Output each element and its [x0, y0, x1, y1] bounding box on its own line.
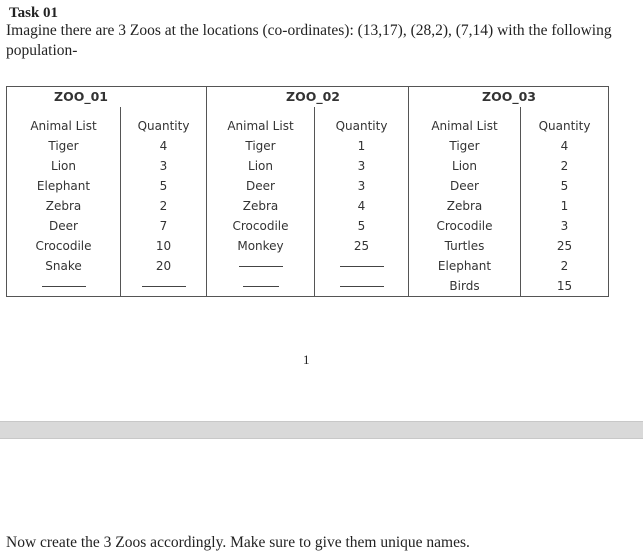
zoo-02-quantity: 3	[315, 176, 409, 196]
task-title: Task 01	[9, 5, 59, 21]
zoo-01-animal: Crocodile	[7, 236, 121, 256]
zoo-03-animal-header: Animal List	[409, 116, 521, 136]
zoo-02-blank-line	[207, 256, 315, 276]
zoo-02-animal: Zebra	[207, 196, 315, 216]
zoo-02-blank-line	[315, 276, 409, 297]
page-separator	[0, 421, 643, 439]
zoo-01-quantity: 10	[121, 236, 207, 256]
zoo-01-animal: Zebra	[7, 196, 121, 216]
zoo-02-quantity: 3	[315, 156, 409, 176]
zoo-03-header: ZOO_03	[409, 87, 609, 108]
zoo-01-animal: Elephant	[7, 176, 121, 196]
blank-line	[42, 286, 86, 287]
table-row	[7, 276, 609, 297]
page-number: 1	[303, 352, 310, 367]
zoo-03-animal: Zebra	[409, 196, 521, 216]
instruction-paragraph: Now create the 3 Zoos accordingly. Make sure to give them unique names.	[6, 534, 470, 551]
zoo-01-quantity: 3	[121, 156, 207, 176]
zoo-01-quantity-header: Quantity	[121, 116, 207, 136]
zoo-02-quantity-header: Quantity	[315, 116, 409, 136]
zoo-03-animal: Elephant	[409, 256, 521, 276]
zoo-01-animal: Tiger	[7, 136, 121, 156]
zoo-01-animal-header: Animal List	[7, 116, 121, 136]
zoo-03-animal: Lion	[409, 156, 521, 176]
zoo-02-animal: Monkey	[207, 236, 315, 256]
zoo-02-animal: Lion	[207, 156, 315, 176]
zoo-01-header: ZOO_01	[7, 87, 207, 108]
zoo-02-blank-line	[315, 256, 409, 276]
table-row	[7, 176, 609, 196]
zoo-03-animal: Turtles	[409, 236, 521, 256]
zoo-03-animal: Crocodile	[409, 216, 521, 236]
zoo-01-quantity: 2	[121, 196, 207, 216]
zoo-01-blank-line	[7, 276, 121, 297]
blank-line	[239, 266, 283, 267]
table-row	[7, 136, 609, 156]
zoo-01-quantity: 7	[121, 216, 207, 236]
zoo-02-animal: Tiger	[207, 136, 315, 156]
blank-line	[340, 286, 384, 287]
blank-line	[340, 266, 384, 267]
zoo-03-animal: Birds	[409, 276, 521, 297]
zoo-02-animal-header: Animal List	[207, 116, 315, 136]
zoo-01-animal: Snake	[7, 256, 121, 276]
blank-line	[142, 286, 186, 287]
zoo-03-quantity: 5	[521, 176, 609, 196]
table-row	[7, 196, 609, 216]
zoo-01-quantity: 4	[121, 136, 207, 156]
table-row	[7, 216, 609, 236]
zoo-03-quantity: 15	[521, 276, 609, 297]
zoo-01-quantity: 20	[121, 256, 207, 276]
zoo-03-quantity-header: Quantity	[521, 116, 609, 136]
zoo-01-animal: Lion	[7, 156, 121, 176]
table-row	[7, 156, 609, 176]
zoo-03-quantity: 25	[521, 236, 609, 256]
zoo-02-header: ZOO_02	[207, 87, 409, 108]
zoo-03-animal: Tiger	[409, 136, 521, 156]
zoo-03-quantity: 4	[521, 136, 609, 156]
table-row	[7, 256, 609, 276]
zoo-02-animal: Crocodile	[207, 216, 315, 236]
zoo-03-quantity: 1	[521, 196, 609, 216]
zoo-02-animal: Deer	[207, 176, 315, 196]
zoo-03-quantity: 2	[521, 156, 609, 176]
zoo-03-quantity: 2	[521, 256, 609, 276]
zoo-02-quantity: 25	[315, 236, 409, 256]
table-row	[7, 236, 609, 256]
zoo-01-quantity: 5	[121, 176, 207, 196]
zoo-02-quantity: 1	[315, 136, 409, 156]
zoo-02-quantity: 4	[315, 196, 409, 216]
zoo-02-blank-line	[207, 276, 315, 297]
zoo-02-quantity: 5	[315, 216, 409, 236]
blank-line	[243, 286, 279, 287]
intro-paragraph: Imagine there are 3 Zoos at the locations (co-ordinates): (13,17), (28,2), (7,14) with the following population-	[6, 22, 612, 59]
zoo-01-animal: Deer	[7, 216, 121, 236]
zoo-01-blank-line	[121, 276, 207, 297]
zoo-03-quantity: 3	[521, 216, 609, 236]
zoo-03-animal: Deer	[409, 176, 521, 196]
zoo-population-table	[6, 86, 609, 297]
